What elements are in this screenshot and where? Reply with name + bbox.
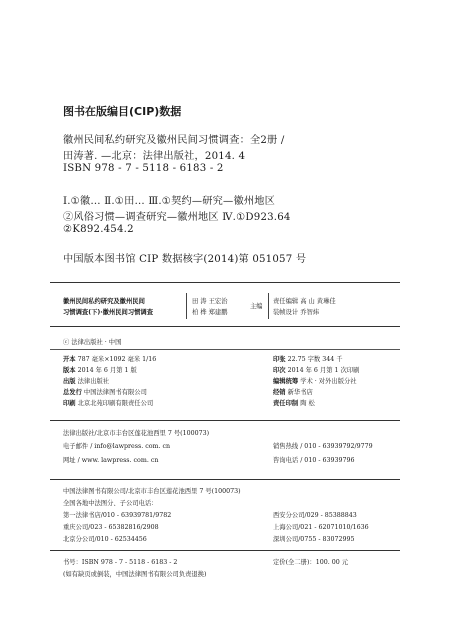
authors-row-2: 柏 桦 郑建鹏 <box>192 309 228 316</box>
isbn-line: 书号：ISBN 978 - 7 - 5118 - 6183 - 2 <box>63 559 178 566</box>
cip-line-6: ②K892.454.2 <box>63 224 134 235</box>
publisher-row <box>63 376 109 385</box>
distributor-value: 中国法律图书有限公司 <box>83 389 147 396</box>
branch-left-2: 重庆公司/023 - 65382816/2908 <box>63 524 159 531</box>
branch-left-3: 北京分公司/010 - 62534456 <box>63 536 147 543</box>
print-manager-label: 责任印制 <box>273 400 299 407</box>
copyright-line: ⓒ 法律出版社 · 中国 <box>63 339 122 346</box>
editorial-label: 编辑统筹 <box>273 378 299 385</box>
authors-row-1: 田 涛 王宏治 <box>192 298 228 305</box>
credits-divider-1 <box>186 293 187 319</box>
editorial-value: 学术 · 对外出版分社 <box>300 378 357 385</box>
printer-label: 印刷 <box>63 400 76 407</box>
printing-value: 2014 年 6 月第 1 次印刷 <box>287 367 360 374</box>
format-row <box>63 354 156 363</box>
credits-bottom-rule <box>50 326 400 327</box>
retail-row <box>273 387 313 396</box>
publisher-website: 网址 / www. lawpress. com. cn <box>63 457 159 464</box>
retail-label: 经销 <box>273 389 286 396</box>
cip-line-4: Ⅰ.①徽… Ⅱ.①田… Ⅲ.①契约—研究—徽州地区 <box>63 196 275 207</box>
edition-label: 版本 <box>63 367 76 374</box>
printer-row <box>63 398 153 407</box>
print-manager-row <box>273 398 315 407</box>
distributor-row <box>63 387 147 396</box>
edition-value: 2014 年 6 月第 1 版 <box>77 367 137 374</box>
distribution-company: 中国法律图书有限公司/北京市丰台区莲花池西里 7 号(100073) <box>63 488 241 495</box>
publisher-address: 法律出版社/北京市丰台区莲花池西里 7 号(100073) <box>63 430 210 437</box>
cip-line-2: 田涛著. —北京：法律出版社，2014. 4 <box>63 151 246 162</box>
cip-line-5: ②风俗习惯—调查研究—徽州地区 Ⅳ.①D923.64 <box>63 212 291 223</box>
distribution-heading: 全国各地中法图分、子公司电话： <box>63 500 158 507</box>
responsible-editor: 责任编辑 高 山 黄琳佳 <box>273 298 336 305</box>
consult-phone: 咨询电话 / 010 - 63939796 <box>273 457 355 464</box>
edition-row <box>63 365 137 374</box>
credits-top-rule <box>50 282 400 283</box>
printing-row <box>273 365 359 374</box>
return-note: (如有缺页或倒装，中国法律图书有限公司负责退换) <box>63 571 207 578</box>
editorial-row <box>273 376 357 385</box>
cip-line-1: 徽州民间私约研究及徽州民间习惯调查：全2册 / <box>63 135 285 146</box>
sheets-value: 22.75 字数 344 千 <box>287 356 343 363</box>
branch-right-1: 西安分公司/029 - 85388843 <box>273 512 357 519</box>
branch-left-1: 第一法律书店/010 - 63939781/9782 <box>63 512 172 519</box>
book-title-line-1: 徽州民间私约研究及徽州民间 <box>63 298 145 305</box>
sheets-label: 印张 <box>273 356 286 363</box>
retail-value: 新华书店 <box>287 389 313 396</box>
distribution-top-rule <box>50 479 400 480</box>
book-title-line-2: 习惯调查(下)·徽州民间习惯调查 <box>63 309 154 316</box>
footer-top-rule <box>50 550 400 551</box>
details-rule <box>50 349 400 350</box>
contact-top-rule <box>50 420 400 421</box>
price-line: 定价(全二册)：100. 00 元 <box>273 559 349 566</box>
cover-designer: 装帧设计 乔智炜 <box>273 309 320 316</box>
credits-divider-2 <box>268 293 269 319</box>
distributor-label: 总发行 <box>63 389 82 396</box>
printing-label: 印次 <box>273 367 286 374</box>
print-manager-value: 陶 松 <box>300 400 315 407</box>
printer-value: 北京北苑印刷有限责任公司 <box>77 400 154 407</box>
sheets-row <box>273 354 343 363</box>
format-value: 787 毫米×1092 毫米 1/16 <box>77 356 157 363</box>
branch-right-2: 上海公司/021 - 62071010/1636 <box>273 524 369 531</box>
cip-heading: 图书在版编目(CIP)数据 <box>63 105 182 118</box>
sales-hotline: 销售热线 / 010 - 63939792/9779 <box>273 443 373 450</box>
authors-role: 主编 <box>250 303 263 310</box>
publisher-value: 法律出版社 <box>77 378 110 385</box>
branch-right-3: 深圳公司/0755 - 83072995 <box>273 536 355 543</box>
format-label: 开本 <box>63 356 76 363</box>
publisher-email: 电子邮件 / info@lawpress. com. cn <box>63 443 171 450</box>
publisher-label: 出版 <box>63 378 76 385</box>
cip-line-3: ISBN 978 - 7 - 5118 - 6183 - 2 <box>63 163 224 174</box>
cip-verify-number: 中国版本图书馆 CIP 数据核字(2014)第 051057 号 <box>63 254 307 265</box>
